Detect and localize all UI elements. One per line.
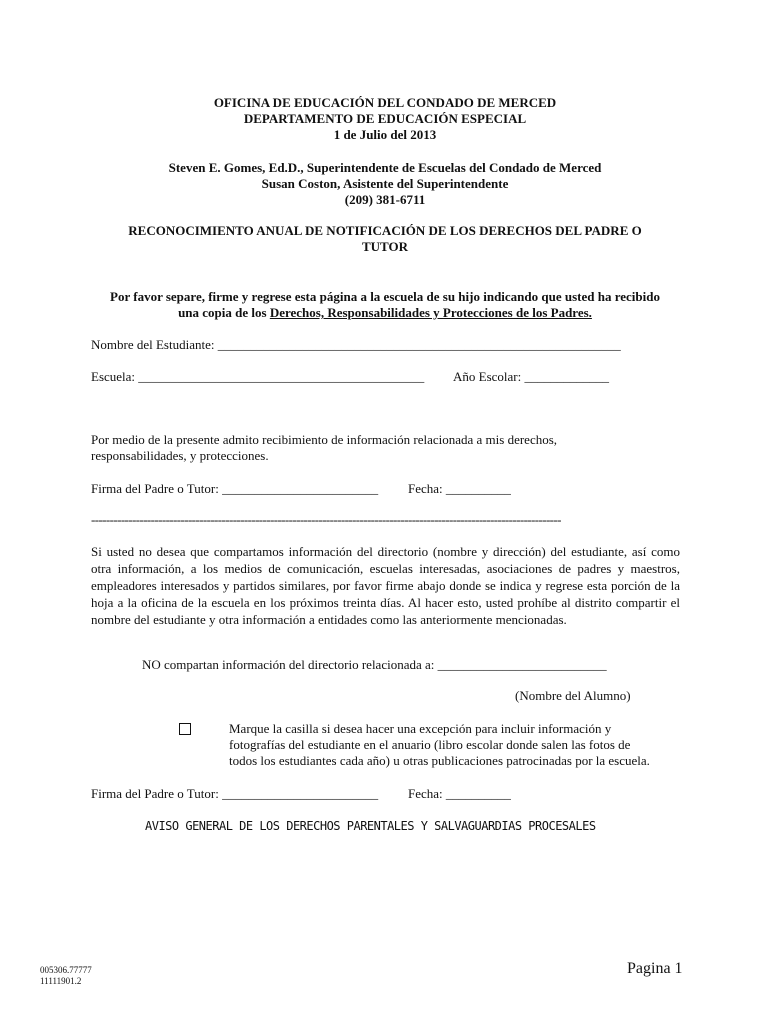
acknowledgment-line1: Por medio de la presente admito recibimiento de información relacionada a mis derechos, bbox=[91, 432, 558, 447]
parent-signature-field-1[interactable]: Firma del Padre o Tutor: ________________________ bbox=[91, 481, 379, 496]
page-number: Pagina 1 bbox=[627, 960, 683, 977]
acknowledgment-line2: responsabilidades, y protecciones. bbox=[91, 448, 269, 463]
phone-line: (209) 381-6711 bbox=[344, 192, 426, 207]
no-share-field[interactable]: NO compartan información del directorio relacionada a: __________________________ bbox=[142, 657, 607, 672]
checkbox-label-line1: Marque la casilla si desea hacer una excepción para incluir información y bbox=[229, 721, 612, 736]
cut-separator: ------------------------------------------------------------------------------------------------------------------------------ bbox=[91, 512, 561, 527]
date-field-1[interactable]: Fecha: __________ bbox=[408, 481, 511, 496]
checkbox-label-line2: fotografías del estudiante en el anuario (libro escolar donde salen las fotos de bbox=[229, 737, 631, 752]
form-title-line1: RECONOCIMIENTO ANUAL DE NOTIFICACIÓN DE LOS DERECHOS DEL PADRE O bbox=[128, 223, 642, 238]
yearbook-exception-checkbox[interactable] bbox=[179, 723, 191, 735]
instructions-line2 bbox=[70, 305, 700, 321]
document-date: 1 de Julio del 2013 bbox=[333, 127, 437, 142]
student-name-field[interactable]: Nombre del Estudiante: ______________________________________________________________ bbox=[91, 337, 621, 352]
general-notice-heading: AVISO GENERAL DE LOS DERECHOS PARENTALES Y SALVAGUARDIAS PROCESALES bbox=[145, 819, 596, 833]
superintendent-line: Steven E. Gomes, Ed.D., Superintendente de Escuelas del Condado de Merced bbox=[168, 160, 602, 175]
footer-code-2: 11111901.2 bbox=[40, 976, 82, 986]
instructions-line1: Por favor separe, firme y regrese esta página a la escuela de su hijo indicando que usted ha recibido bbox=[110, 289, 660, 304]
checkbox-label-line3: todos los estudiantes cada año) u otras publicaciones patrocinadas por la escuela. bbox=[229, 753, 650, 768]
instructions-prefix: una copia de los bbox=[178, 305, 270, 320]
directory-paragraph: Si usted no desea que compartamos información del directorio (nombre y dirección) del estudiante, así como otra información, a los medios de comunicación, escuelas interesadas, asociaciones de padres y maestros, empleadores interesados y partidos similares, por favor firme abajo donde se indica y regrese esta porción de la hoja a la oficina de la escuela en los próximos treinta días. Al hacer esto, usted prohíbe al distrito compartir el nombre del estudiante y otra información a entidades como las anteriormente mencionadas. bbox=[91, 544, 680, 627]
office-name: OFICINA DE EDUCACIÓN DEL CONDADO DE MERCED bbox=[213, 95, 557, 110]
footer-code-1: 005306.77777 bbox=[40, 965, 92, 975]
assistant-line: Susan Coston, Asistente del Superintendente bbox=[261, 176, 509, 191]
school-field[interactable]: Escuela: ____________________________________________ bbox=[91, 369, 425, 384]
date-field-2[interactable]: Fecha: __________ bbox=[408, 786, 511, 801]
student-name-caption: (Nombre del Alumno) bbox=[515, 688, 631, 703]
school-year-field[interactable]: Año Escolar: _____________ bbox=[453, 369, 609, 384]
form-title-line2: TUTOR bbox=[362, 239, 408, 254]
parent-signature-field-2[interactable]: Firma del Padre o Tutor: ________________________ bbox=[91, 786, 379, 801]
department-name: DEPARTAMENTO DE EDUCACIÓN ESPECIAL bbox=[243, 111, 527, 126]
rights-document-reference: Derechos, Responsabilidades y Protecciones de los Padres. bbox=[269, 305, 592, 320]
